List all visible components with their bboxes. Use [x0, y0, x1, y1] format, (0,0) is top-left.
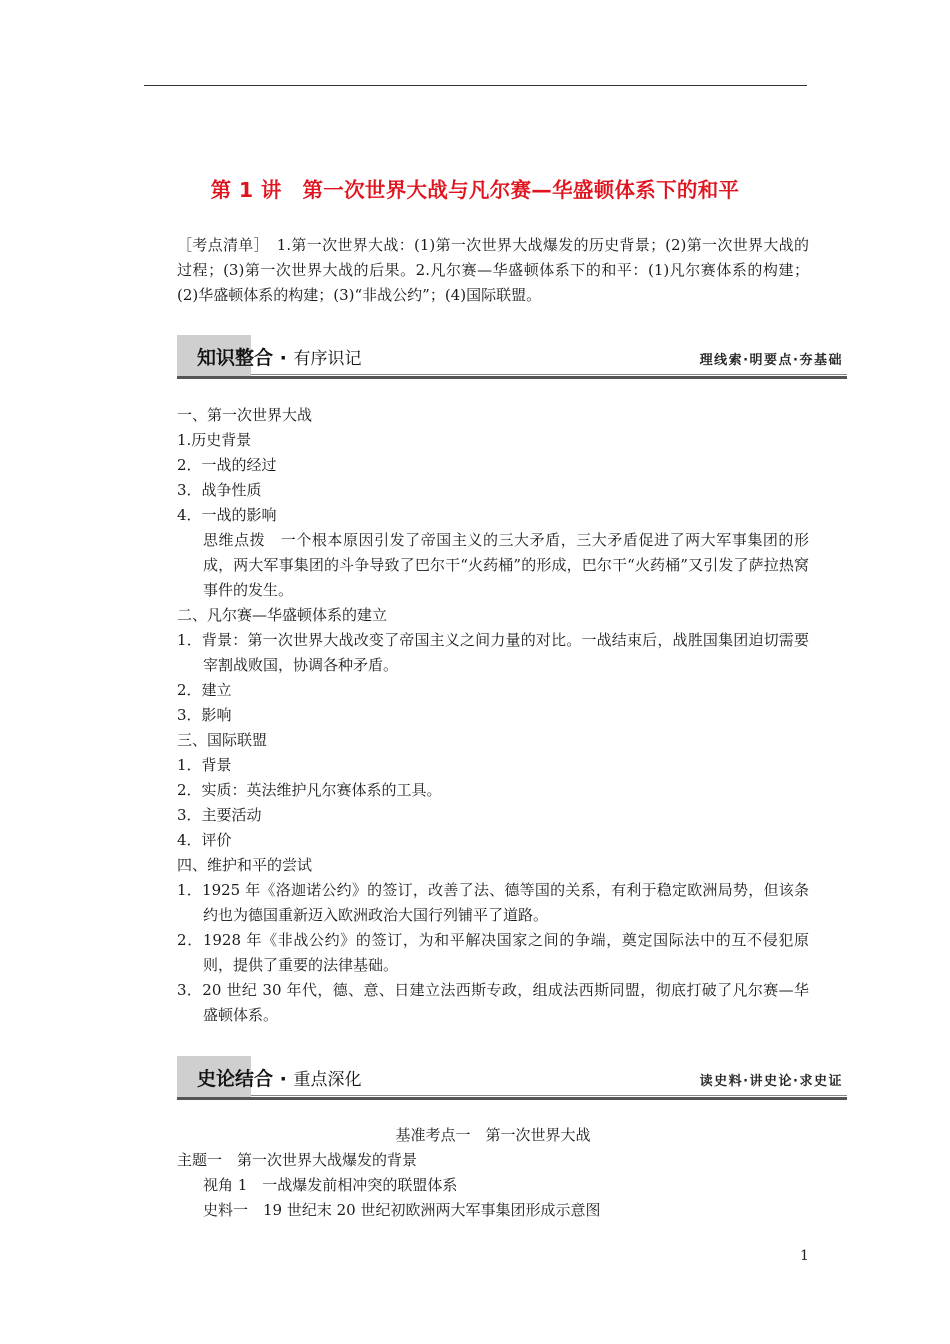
exam-points-list: ［考点清单］ 1.第一次世界大战：(1)第一次世界大战爆发的历史背景；(2)第一次世界大战的过程；(3)第一次世界大战的后果。2.凡尔赛—华盛顿体系下的和平：(1)凡尔赛体系的构建；(2)华盛顿体系的构建；(3)“非战公约”；(4)国际联盟。: [177, 236, 809, 304]
knowledge-outline: [177, 403, 809, 1028]
outline-item: 3．影响: [177, 706, 232, 724]
banner-dot: ·: [273, 1068, 294, 1090]
banner-subtitle: 重点深化: [293, 1070, 362, 1090]
banner-subtitle: 有序识记: [293, 349, 362, 369]
outline-item: 3．20 世纪 30 年代，德、意、日建立法西斯专政，组成法西斯同盟，彻底打破了凡尔赛—华盛顿体系。: [177, 981, 809, 1024]
banner-bottom-rule: [177, 376, 847, 379]
outline-item: 1．背景: [177, 756, 232, 774]
outline-item: 思维点拨 一个根本原因引发了帝国主义的三大矛盾，三大矛盾促进了两大军事集团的形成，两大军事集团的斗争导致了巴尔干“火药桶”的形成，巴尔干“火药桶”又引发了萨拉热窝事件的发生。: [203, 531, 809, 599]
outline-item: 1.历史背景: [177, 431, 252, 449]
key-point-section: [177, 1123, 809, 1223]
outline-item: 2．建立: [177, 681, 232, 699]
outline-item: 四、维护和平的尝试: [177, 856, 313, 874]
outline-item: 一、第一次世界大战: [177, 406, 313, 424]
key-point-heading: 基准考点一 第一次世界大战: [395, 1126, 591, 1144]
banner-dot: ·: [273, 347, 294, 369]
outline-item: 4．评价: [177, 831, 232, 849]
banner-thin-rule: [251, 1095, 847, 1096]
outline-item: 4．一战的影响: [177, 506, 277, 524]
material-heading: 史料一 19 世纪末 20 世纪初欧洲两大军事集团形成示意图: [203, 1201, 601, 1219]
outline-item: 2．实质：英法维护凡尔赛体系的工具。: [177, 781, 442, 799]
banner-slogan: 理线索·明要点·夯基础: [699, 353, 843, 368]
outline-item: 2．一战的经过: [177, 456, 277, 474]
page-title: 第 1 讲 第一次世界大战与凡尔赛—华盛顿体系下的和平: [210, 178, 740, 202]
theme-heading: 主题一 第一次世界大战爆发的背景: [177, 1151, 418, 1169]
banner-knowledge-integration: [177, 335, 847, 379]
page-number: 1: [800, 1248, 809, 1264]
outline-item: 三、国际联盟: [177, 731, 268, 749]
banner-title: [197, 1064, 361, 1091]
banner-title: [197, 343, 361, 370]
banner-thin-rule: [251, 374, 847, 375]
banner-history-theory: [177, 1056, 847, 1100]
outline-item: 3．主要活动: [177, 806, 262, 824]
banner-slogan: 读史料·讲史论·求史证: [699, 1074, 843, 1089]
banner-bottom-rule: [177, 1097, 847, 1100]
outline-item: 二、凡尔赛—华盛顿体系的建立: [177, 606, 388, 624]
banner-title-main: 知识整合: [197, 347, 274, 369]
view-heading: 视角 1 一战爆发前相冲突的联盟体系: [203, 1176, 458, 1194]
banner-title-main: 史论结合: [197, 1068, 274, 1090]
outline-item: 1．1925 年《洛迦诺公约》的签订，改善了法、德等国的关系，有利于稳定欧洲局势，但该条约也为德国重新迈入欧洲政治大国行列铺平了道路。: [177, 881, 809, 924]
header-rule: [144, 85, 807, 86]
outline-item: 3．战争性质: [177, 481, 262, 499]
outline-item: 2．1928 年《非战公约》的签订，为和平解决国家之间的争端，奠定国际法中的互不侵犯原则，提供了重要的法律基础。: [177, 931, 809, 974]
outline-item: 1．背景：第一次世界大战改变了帝国主义之间力量的对比。一战结束后，战胜国集团迫切需要宰割战败国，协调各种矛盾。: [177, 631, 809, 674]
